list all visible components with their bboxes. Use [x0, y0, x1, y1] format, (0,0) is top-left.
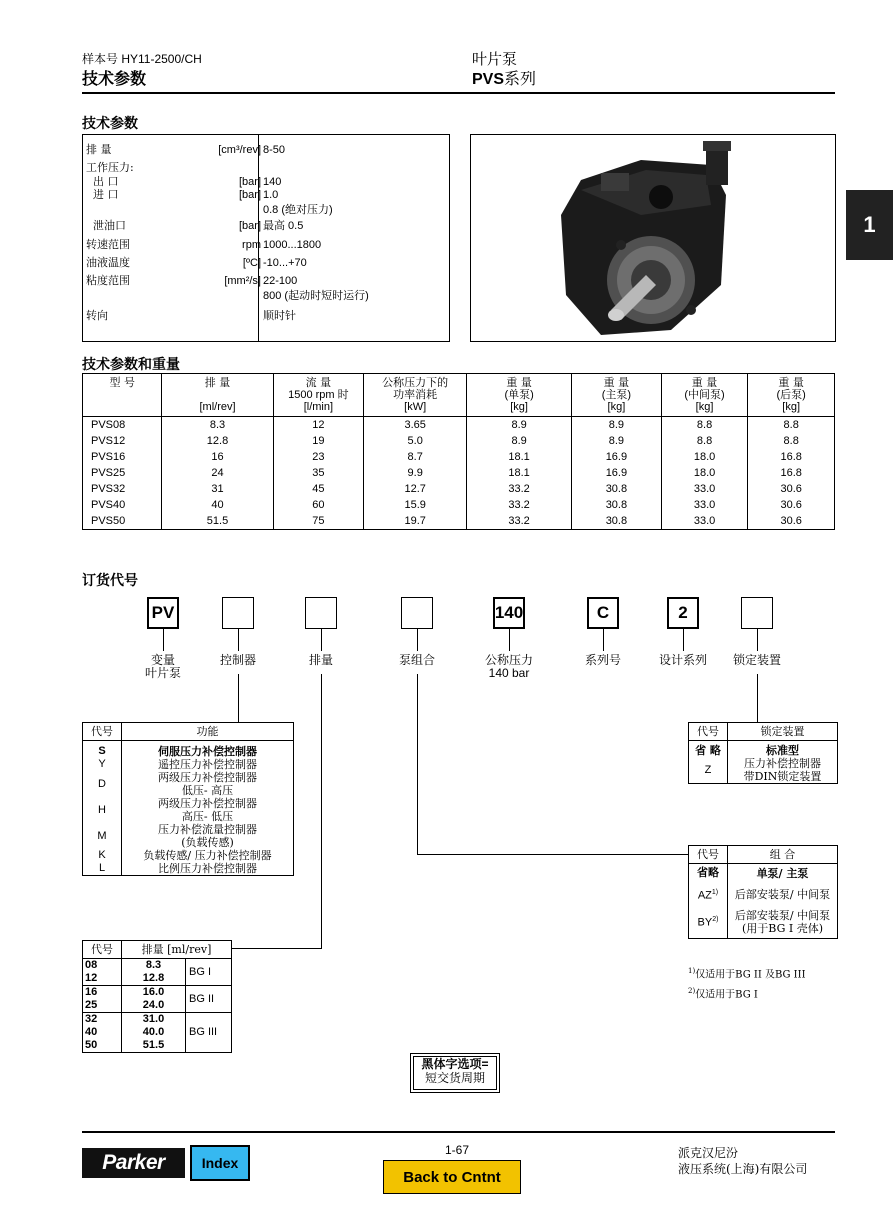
table-cell: 33.0 [661, 481, 748, 497]
data-table-heading: 技术参数和重量 [82, 356, 180, 372]
table-cell: 8.3 [162, 417, 273, 434]
table-cell: 16.9 [572, 465, 662, 481]
order-code-label [377, 654, 457, 667]
spec-label: 转速范围 [86, 238, 130, 251]
footer-rule [82, 1131, 835, 1133]
data-col-header [467, 374, 572, 417]
table-cell: 51.5 [162, 513, 273, 530]
table-cell: 8.8 [661, 433, 748, 449]
footnote [688, 963, 806, 983]
table-cell: 19.7 [364, 513, 467, 530]
col-header-line2: (单泵) [504, 389, 534, 401]
col-header-line1: 重 量 [691, 376, 718, 389]
combo-code [689, 883, 728, 906]
data-col-header [83, 374, 162, 417]
connector-line [417, 629, 418, 651]
control-function-text2: 高压- 低压 [181, 810, 234, 823]
combo-code-text: BY [697, 916, 713, 929]
product-name: 叶片泵 [472, 51, 518, 68]
table-cell: 8.9 [572, 417, 662, 434]
company-line1: 派克汉尼汾 [678, 1146, 739, 1160]
table-cell: 8.9 [467, 433, 572, 449]
control-row [83, 823, 294, 849]
footnote-mark: 2) [688, 987, 696, 996]
order-code-box[interactable]: 2 [667, 597, 699, 629]
table-cell: PVS40 [83, 497, 162, 513]
order-code-box[interactable] [305, 597, 337, 629]
control-row [83, 862, 294, 876]
spec-value: 顺时针 [263, 310, 296, 322]
data-table [82, 373, 835, 530]
spec-value: 0.8 (绝对压力) [263, 204, 333, 216]
spec-value: 1.0 [263, 189, 279, 201]
control-col-function: 功能 [122, 723, 294, 741]
catalog-number: 样本号 HY11-2500/CH [82, 52, 202, 66]
col-header-unit: [l/min] [303, 401, 334, 413]
lock-code: 省 略 [689, 741, 728, 758]
combo-code-text: 省略 [697, 867, 719, 879]
company-name [678, 1145, 807, 1177]
table-row [83, 481, 835, 497]
combo-code-footnote: 1) [711, 889, 719, 896]
col-header-line2: 功率消耗 [393, 389, 438, 401]
bold-note-line2: 短交货周期 [424, 1071, 485, 1085]
spec-label: 排 量 [86, 143, 112, 156]
col-header-line1: 重 量 [506, 376, 532, 389]
disp-value: 16.0 [122, 986, 186, 1000]
table-cell: 9.9 [364, 465, 467, 481]
control-function-text: 两级压力补偿控制器 [158, 797, 257, 810]
col-header-unit: [kg] [695, 401, 714, 413]
table-cell: 60 [273, 497, 364, 513]
control-code: H [83, 797, 122, 823]
disp-value: 31.0 [122, 1013, 186, 1027]
table-cell: 19 [273, 433, 364, 449]
data-col-header [748, 374, 835, 417]
connector-line [163, 629, 164, 651]
control-row [83, 849, 294, 862]
table-cell: 75 [273, 513, 364, 530]
col-header-line1: 公称压力下的 [382, 376, 449, 389]
control-function-text: 负载传感/ 压力补偿控制器 [143, 849, 272, 862]
label-line2: 140 bar [488, 666, 530, 680]
table-cell: 8.8 [748, 433, 835, 449]
page-number: 1-67 [445, 1143, 470, 1157]
combo-combination [728, 883, 838, 906]
combo-code [689, 864, 728, 884]
connector-line [417, 674, 418, 854]
order-code-label [563, 654, 643, 667]
table-cell: PVS32 [83, 481, 162, 497]
table-cell: 33.2 [467, 513, 572, 530]
spec-value: 1000...1800 [263, 239, 322, 251]
col-header-line1: 排 量 [204, 376, 231, 389]
table-cell: 3.65 [364, 417, 467, 434]
control-function [122, 862, 294, 876]
disp-code: 40 [83, 1026, 122, 1039]
col-header-line1: 重 量 [778, 376, 804, 389]
connector-line [232, 948, 322, 949]
control-function [122, 849, 294, 862]
label-line1: 锁定装置 [732, 653, 781, 667]
table-cell: 18.1 [467, 465, 572, 481]
series-title: PVS系列 [472, 71, 537, 88]
lock-row [689, 741, 838, 758]
table-cell: 16 [162, 449, 273, 465]
connector-line [683, 629, 684, 651]
parker-logo: Parker [82, 1148, 185, 1178]
col-header-line1: 型 号 [109, 376, 135, 389]
order-code-heading: 订货代号 [82, 572, 138, 588]
table-cell: 23 [273, 449, 364, 465]
data-col-header [364, 374, 467, 417]
spec-value: 8-50 [263, 144, 286, 156]
table-cell: 15.9 [364, 497, 467, 513]
combo-text: 后部安装泵/ 中间泵 [734, 887, 831, 901]
disp-code: 08 [83, 959, 122, 973]
table-cell: 30.6 [748, 513, 835, 530]
spec-unit: [bar] [238, 189, 261, 201]
col-header-unit: [kW] [404, 401, 427, 413]
table-cell: 8.8 [661, 417, 748, 434]
combo-row [689, 864, 838, 884]
table-cell: 31 [162, 481, 273, 497]
pump-photo-frame [470, 134, 836, 342]
section-title: 技术参数 [82, 71, 147, 88]
disp-value: 8.3 [122, 959, 186, 973]
table-row [83, 513, 835, 530]
specs-box [82, 134, 450, 342]
order-code-box[interactable]: C [587, 597, 619, 629]
disp-code: 32 [83, 1013, 122, 1027]
lock-col-code: 代号 [689, 723, 728, 741]
order-code-box[interactable] [401, 597, 433, 629]
disp-value: 24.0 [122, 999, 186, 1013]
col-header-line2: (中间泵) [684, 389, 725, 401]
spec-value: 800 (起动时短时运行) [263, 290, 369, 302]
combo-row [689, 906, 838, 939]
bold-options-note [410, 1053, 500, 1093]
connector-line [238, 674, 239, 722]
chapter-tab[interactable]: 1 [846, 190, 893, 260]
table-cell: 33.0 [661, 513, 748, 530]
col-header-line2: (主泵) [601, 389, 632, 401]
control-code: Y [83, 758, 122, 771]
control-row [83, 771, 294, 797]
control-row [83, 741, 294, 759]
table-cell: 16.8 [748, 465, 835, 481]
table-cell: 30.8 [572, 481, 662, 497]
header-rule [82, 92, 835, 94]
label-line1: 控制器 [219, 653, 256, 667]
disp-row [83, 959, 232, 973]
spec-unit: [ºC] [242, 257, 261, 269]
table-cell: 24 [162, 465, 273, 481]
lock-device-text2: 带DIN锁定装置 [743, 770, 822, 783]
connector-line [238, 629, 239, 651]
order-code-label [717, 654, 797, 667]
control-function [122, 771, 294, 797]
order-code-box[interactable]: PV [147, 597, 179, 629]
lock-device [728, 741, 838, 758]
table-cell: 12.7 [364, 481, 467, 497]
table-cell: 12 [273, 417, 364, 434]
label-line1: 公称压力 [484, 653, 533, 667]
spec-unit: [bar] [238, 176, 261, 188]
control-code: K [83, 849, 122, 862]
table-cell: PVS25 [83, 465, 162, 481]
table-cell: 30.6 [748, 497, 835, 513]
footnote-mark: 1) [688, 967, 696, 975]
table-cell: 16.9 [572, 449, 662, 465]
control-function-text: 遥控压力补偿控制器 [158, 758, 257, 771]
combo-text: 单泵/ 主泵 [756, 867, 809, 880]
combo-combination [728, 864, 838, 884]
spec-value: 最高 0.5 [263, 220, 304, 232]
disp-value: 12.8 [122, 972, 186, 986]
table-cell: PVS16 [83, 449, 162, 465]
control-function-text: 两级压力补偿控制器 [158, 771, 257, 784]
disp-code: 16 [83, 986, 122, 1000]
control-code: S [83, 741, 122, 759]
control-function-text2: (负载传感) [181, 836, 234, 849]
pump-photo [471, 135, 835, 341]
combo-code [689, 906, 728, 939]
label-line1: 系列号 [584, 653, 621, 667]
spec-value: 22-100 [263, 275, 298, 287]
lock-col-device: 锁定装置 [728, 723, 838, 741]
lock-device-text: 压力补偿控制器 [744, 757, 821, 770]
label-line1: 排量 [308, 653, 333, 667]
table-cell: 18.0 [661, 465, 748, 481]
table-row [83, 497, 835, 513]
table-row [83, 449, 835, 465]
table-cell: 18.1 [467, 449, 572, 465]
table-row [83, 417, 835, 434]
table-cell: 8.7 [364, 449, 467, 465]
footnote-text: 仅适用于BG II 及BG III [695, 969, 806, 981]
spec-label: 转向 [86, 309, 108, 322]
order-code-label [198, 654, 278, 667]
spec-label: 粘度范围 [86, 274, 130, 287]
disp-code: 12 [83, 972, 122, 986]
order-code-box[interactable]: 140 [493, 597, 525, 629]
control-function-text: 比例压力补偿控制器 [158, 862, 257, 875]
combo-code-text: AZ [697, 889, 712, 902]
col-header-line1: 重 量 [603, 376, 630, 389]
data-col-header [572, 374, 662, 417]
spec-unit: [cm³/rev] [218, 144, 261, 156]
order-code-label [123, 654, 203, 680]
disp-code: 50 [83, 1039, 122, 1053]
control-function [122, 758, 294, 771]
data-col-header [273, 374, 364, 417]
combination-table [688, 845, 838, 939]
combo-text2: (用于BG I 壳体) [742, 921, 823, 935]
lock-device [728, 757, 838, 784]
control-code: M [83, 823, 122, 849]
disp-value: 40.0 [122, 1026, 186, 1039]
table-cell: 33.2 [467, 497, 572, 513]
connector-line [757, 629, 758, 651]
displacement-table [82, 940, 232, 1053]
order-code-box[interactable] [741, 597, 773, 629]
disp-code: 25 [83, 999, 122, 1013]
lock-row [689, 757, 838, 784]
col-header-line2: 1500 rpm 时 [288, 389, 349, 401]
table-cell: 45 [273, 481, 364, 497]
specs-heading: 技术参数 [82, 115, 138, 131]
data-col-header [162, 374, 273, 417]
spec-label: 油液温度 [86, 256, 130, 269]
disp-col-displacement: 排量 [ml/rev] [122, 941, 232, 959]
data-col-header [661, 374, 748, 417]
table-cell: 8.9 [572, 433, 662, 449]
footnote [688, 983, 806, 1003]
col-header-unit: [kg] [510, 401, 528, 413]
col-header-unit: [kg] [782, 401, 801, 413]
disp-row [83, 1013, 232, 1027]
connector-line [417, 854, 688, 855]
footnote-text: 仅适用于BG I [695, 989, 758, 1001]
table-cell: PVS50 [83, 513, 162, 530]
combo-code-footnote: 2) [712, 916, 719, 924]
spec-value: 140 [263, 176, 282, 188]
col-header-unit: [kg] [607, 401, 626, 413]
disp-size-group: BG III [186, 1013, 232, 1053]
spec-label: 进 口 [93, 188, 119, 201]
lock-code: Z [689, 757, 728, 784]
table-cell: PVS08 [83, 417, 162, 434]
connector-line [603, 629, 604, 651]
table-cell: 40 [162, 497, 273, 513]
table-cell: 8.8 [748, 417, 835, 434]
disp-size-group: BG II [186, 986, 232, 1013]
order-code-label [643, 654, 723, 667]
table-cell: 30.8 [572, 497, 662, 513]
table-cell: 5.0 [364, 433, 467, 449]
table-cell: 33.0 [661, 497, 748, 513]
table-cell: 18.0 [661, 449, 748, 465]
table-row [83, 433, 835, 449]
order-code-box[interactable] [222, 597, 254, 629]
disp-value: 51.5 [122, 1039, 186, 1053]
table-cell: 12.8 [162, 433, 273, 449]
connector-line [321, 629, 322, 651]
combo-combination [728, 906, 838, 939]
table-cell: 30.8 [572, 513, 662, 530]
control-function [122, 823, 294, 849]
lock-device-text: 标准型 [766, 744, 799, 757]
connector-line [509, 629, 510, 651]
footnotes [688, 963, 806, 1004]
control-function [122, 741, 294, 759]
spec-value: -10...+70 [263, 257, 307, 269]
spec-unit: rpm [242, 239, 261, 251]
col-header-unit: [ml/rev] [199, 401, 236, 413]
control-function-text2: 低压- 高压 [181, 784, 234, 797]
table-cell: 30.6 [748, 481, 835, 497]
order-code-label [281, 654, 361, 667]
spec-label: 出 口 [93, 175, 119, 188]
company-line2: 液压系统(上海)有限公司 [678, 1162, 808, 1176]
control-table [82, 722, 294, 876]
disp-row [83, 986, 232, 1000]
connector-line [321, 674, 322, 948]
table-cell: 8.9 [467, 417, 572, 434]
table-cell: 35 [273, 465, 364, 481]
combo-text: 后部安装泵/ 中间泵 [734, 908, 831, 922]
combo-row [689, 883, 838, 906]
table-row [83, 465, 835, 481]
table-cell: 33.2 [467, 481, 572, 497]
spec-unit: [bar] [238, 220, 261, 232]
bold-note-line1: 黑体字选项= [421, 1057, 489, 1071]
control-row [83, 758, 294, 771]
spec-label: 泄油口 [93, 219, 126, 232]
col-header-line1: 流 量 [305, 376, 332, 389]
control-code: D [83, 771, 122, 797]
control-row [83, 797, 294, 823]
label-line2: 叶片泵 [144, 666, 181, 680]
control-code: L [83, 862, 122, 876]
back-to-contents-button[interactable]: Back to Cntnt [383, 1160, 521, 1194]
label-line1: 泵组合 [398, 653, 435, 667]
disp-size-group: BG I [186, 959, 232, 986]
order-code-label [469, 654, 549, 680]
spec-unit: [mm²/s] [224, 275, 261, 287]
control-col-code: 代号 [83, 723, 122, 741]
control-function-text: 伺服压力补偿控制器 [158, 745, 257, 758]
lock-table [688, 722, 838, 784]
combo-col-code: 代号 [689, 846, 728, 864]
index-button[interactable]: Index [190, 1145, 250, 1181]
col-header-line2: (后泵) [776, 389, 806, 401]
connector-line [757, 674, 758, 722]
label-line1: 设计系列 [658, 653, 707, 667]
combo-col-combination: 组 合 [728, 846, 838, 864]
disp-col-code: 代号 [83, 941, 122, 959]
control-function-text: 压力补偿流量控制器 [158, 823, 257, 836]
table-cell: 16.8 [748, 449, 835, 465]
spec-label: 工作压力: [86, 161, 134, 174]
table-cell: PVS12 [83, 433, 162, 449]
control-function [122, 797, 294, 823]
label-line1: 变量 [150, 653, 175, 667]
